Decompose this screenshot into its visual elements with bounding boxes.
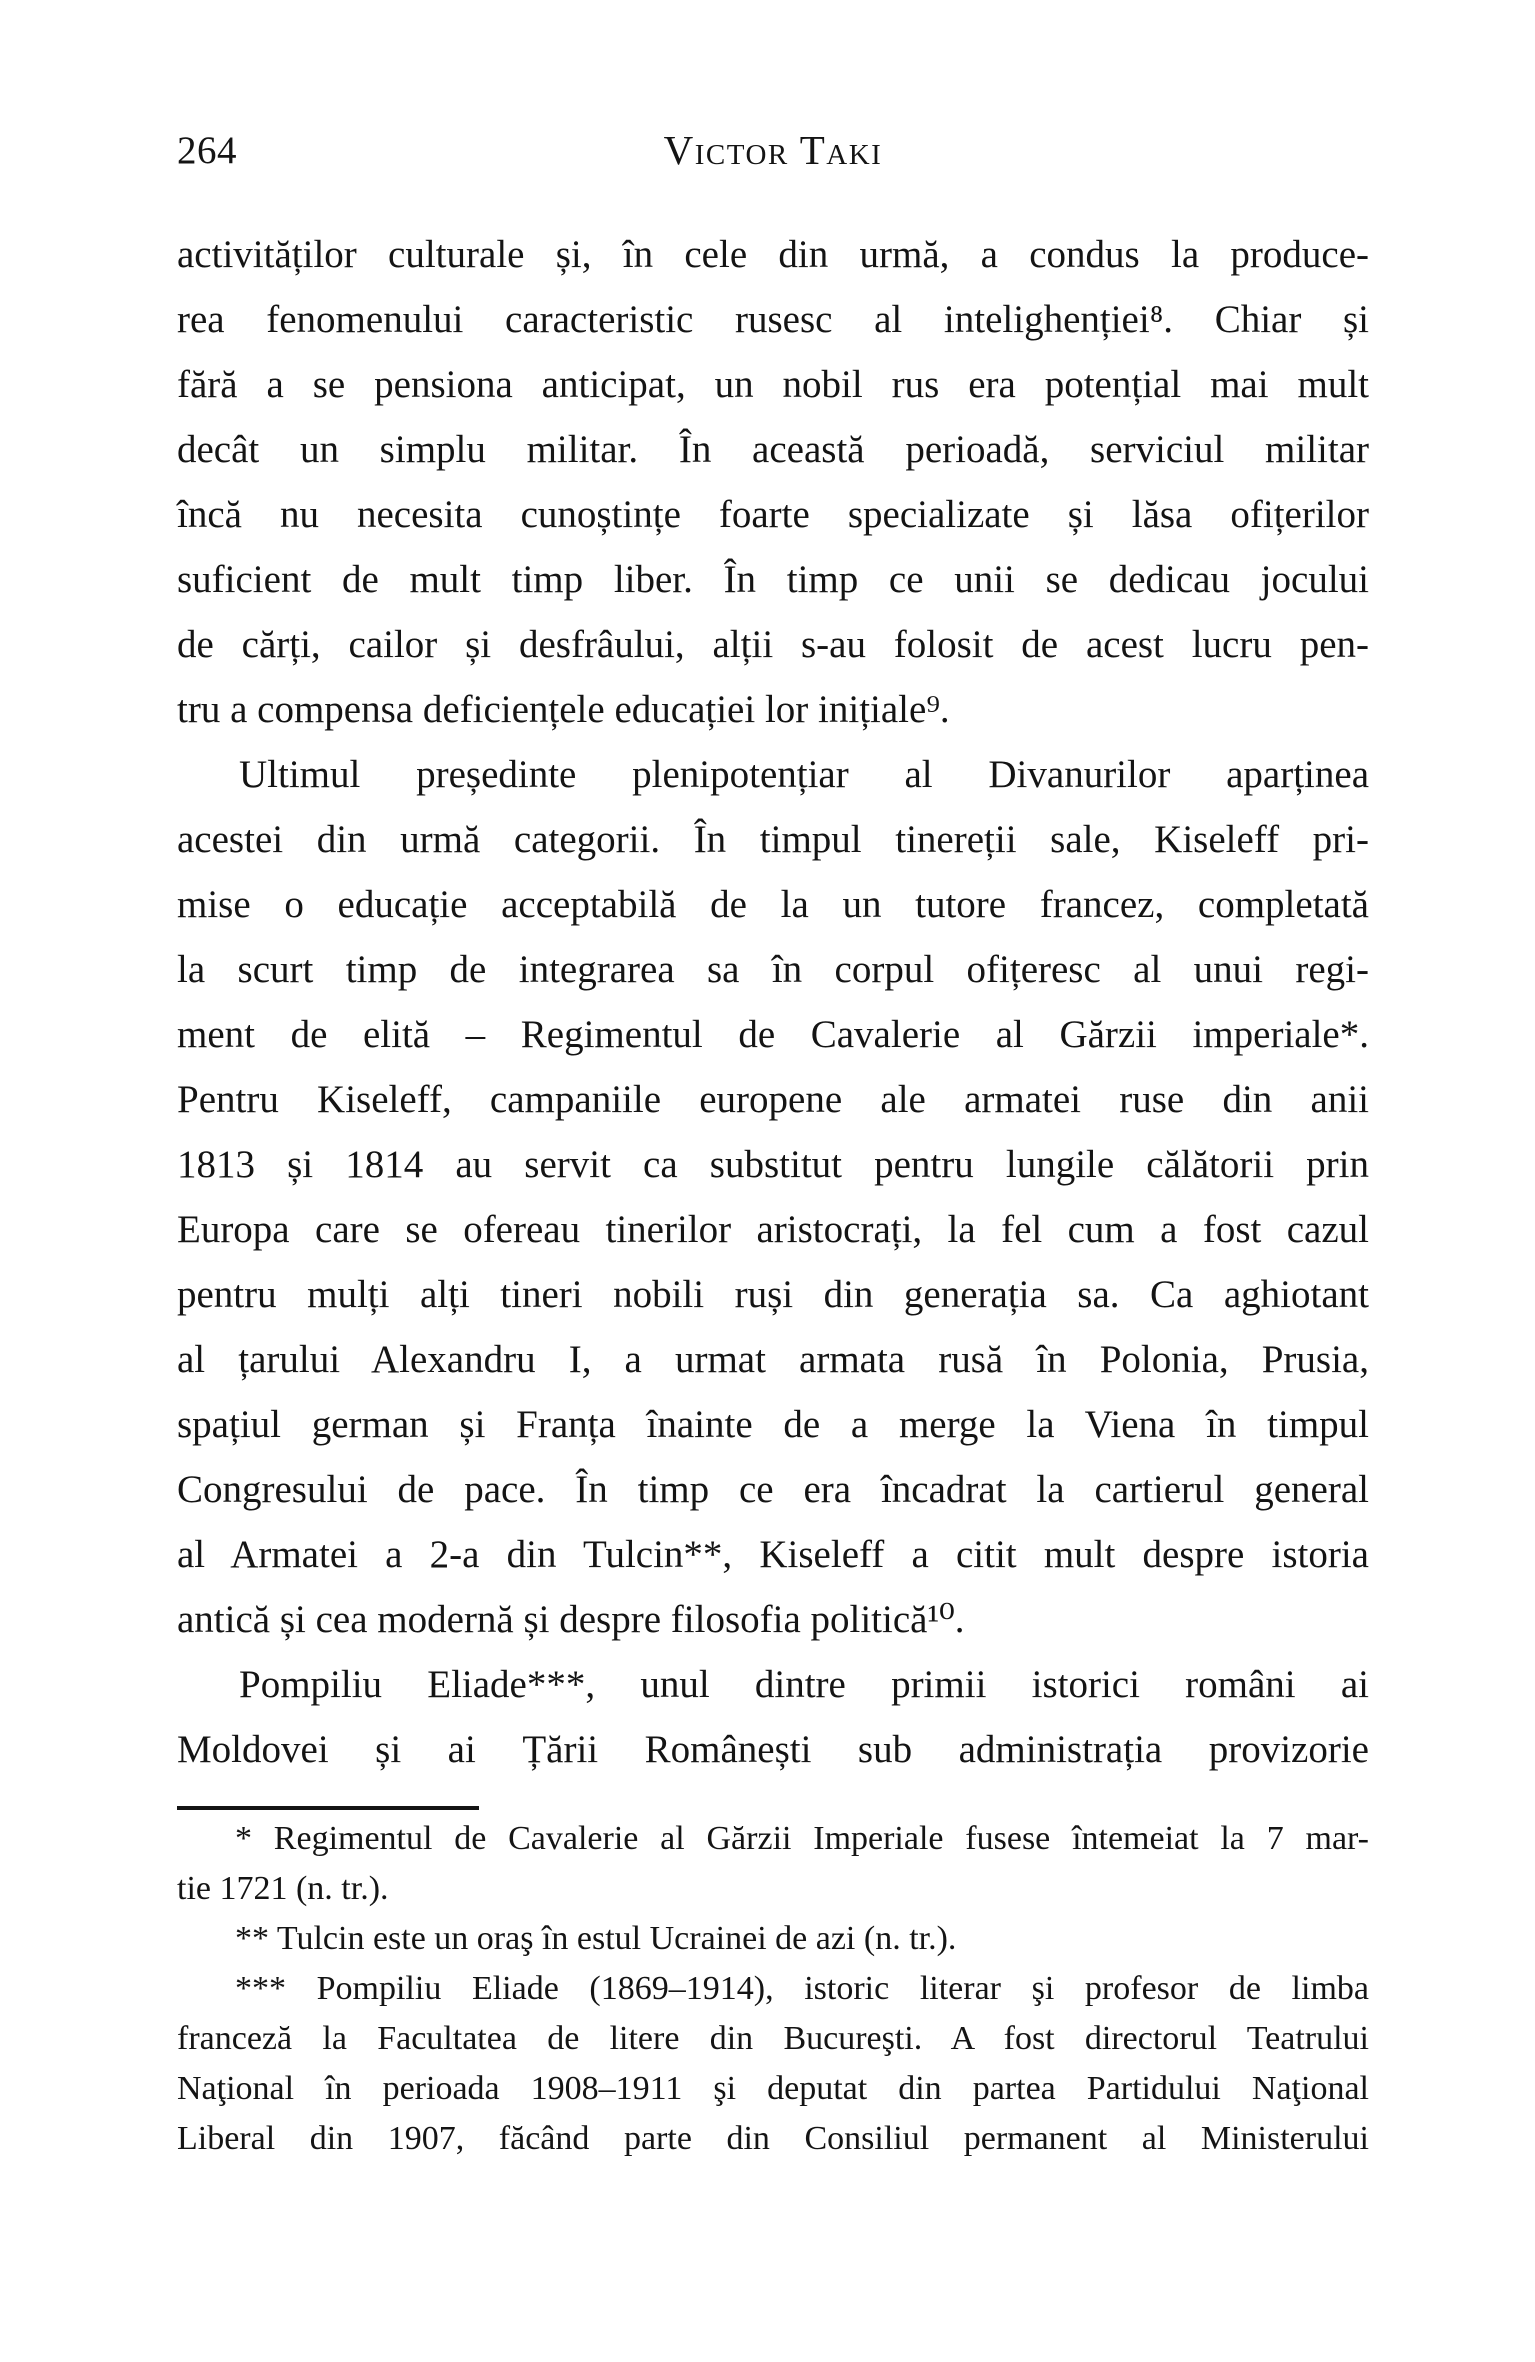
body-text-line: activităților culturale și, în cele din urmă, a condus la produce- <box>177 233 1369 276</box>
footnote-line: *** Pompiliu Eliade (1869–1914), istoric literar şi profesor de limba <box>235 1970 1369 2007</box>
footnote-line: * Regimentul de Cavalerie al Gărzii Imperiale fusese întemeiat la 7 mar- <box>235 1820 1369 1857</box>
running-header-author: Victor Taki <box>663 127 883 173</box>
body-text-line: Moldovei și ai Țării Românești sub administrația provizorie <box>177 1728 1369 1771</box>
body-text-line: Ultimul președinte plenipotențiar al Divanurilor aparținea <box>239 753 1369 796</box>
body-text-line: al țarului Alexandru I, a urmat armata rusă în Polonia, Prusia, <box>177 1338 1369 1381</box>
body-text-line: Pentru Kiseleff, campaniile europene ale armatei ruse din anii <box>177 1078 1369 1121</box>
body-text-line: al Armatei a 2-a din Tulcin**, Kiseleff a citit mult despre istoria <box>177 1533 1369 1576</box>
footnotes-block <box>177 1814 1369 2164</box>
body-text-line: ment de elită – Regimentul de Cavalerie al Gărzii imperiale*. <box>177 1013 1369 1056</box>
body-text-line: acestei din urmă categorii. În timpul tinereții sale, Kiseleff pri- <box>177 818 1369 861</box>
body-text-line: la scurt timp de integrarea sa în corpul ofițeresc al unui regi- <box>177 948 1369 991</box>
footnote-separator-rule <box>177 1806 479 1810</box>
body-text-line: spațiul german și Franța înainte de a merge la Viena în timpul <box>177 1403 1369 1446</box>
body-text-block <box>177 222 1369 1782</box>
body-text-line: Congresului de pace. În timp ce era încadrat la cartierul general <box>177 1468 1369 1511</box>
body-text-line: pentru mulți alți tineri nobili ruși din generația sa. Ca aghiotant <box>177 1273 1369 1316</box>
body-text-line: Pompiliu Eliade***, unul dintre primii istorici români ai <box>239 1663 1369 1706</box>
footnote-line: tie 1721 (n. tr.). <box>177 1870 389 1907</box>
footnote-line: Naţional în perioada 1908–1911 şi deputat din partea Partidului Naţional <box>177 2070 1369 2107</box>
body-text-line: fără a se pensiona anticipat, un nobil rus era potențial mai mult <box>177 363 1369 406</box>
running-header <box>177 128 1369 176</box>
body-text-line: decât un simplu militar. În această perioadă, serviciul militar <box>177 428 1369 471</box>
body-text-line: 1813 și 1814 au servit ca substitut pentru lungile călătorii prin <box>177 1143 1369 1186</box>
body-text-line: Europa care se ofereau tinerilor aristocrați, la fel cum a fost cazul <box>177 1208 1369 1251</box>
footnote-line: Liberal din 1907, făcând parte din Consiliul permanent al Ministerului <box>177 2120 1369 2157</box>
body-text-line: de cărți, cailor și desfrâului, alții s-au folosit de acest lucru pen- <box>177 623 1369 666</box>
body-text-line: tru a compensa deficiențele educației lor inițiale⁹. <box>177 688 950 731</box>
footnote-line: ** Tulcin este un oraş în estul Ucrainei de azi (n. tr.). <box>235 1920 957 1957</box>
footnote-line: franceză la Facultatea de litere din Bucureşti. A fost directorul Teatrului <box>177 2020 1369 2057</box>
body-text-line: antică și cea modernă și despre filosofia politică¹⁰. <box>177 1598 965 1641</box>
body-text-line: suficient de mult timp liber. În timp ce unii se dedicau jocului <box>177 558 1369 601</box>
body-text-line: rea fenomenului caracteristic rusesc al intelighenției⁸. Chiar și <box>177 298 1369 341</box>
page-number: 264 <box>177 129 237 172</box>
body-text-line: mise o educație acceptabilă de la un tutore francez, completată <box>177 883 1369 926</box>
body-text-line: încă nu necesita cunoștințe foarte specializate și lăsa ofițerilor <box>177 493 1369 536</box>
